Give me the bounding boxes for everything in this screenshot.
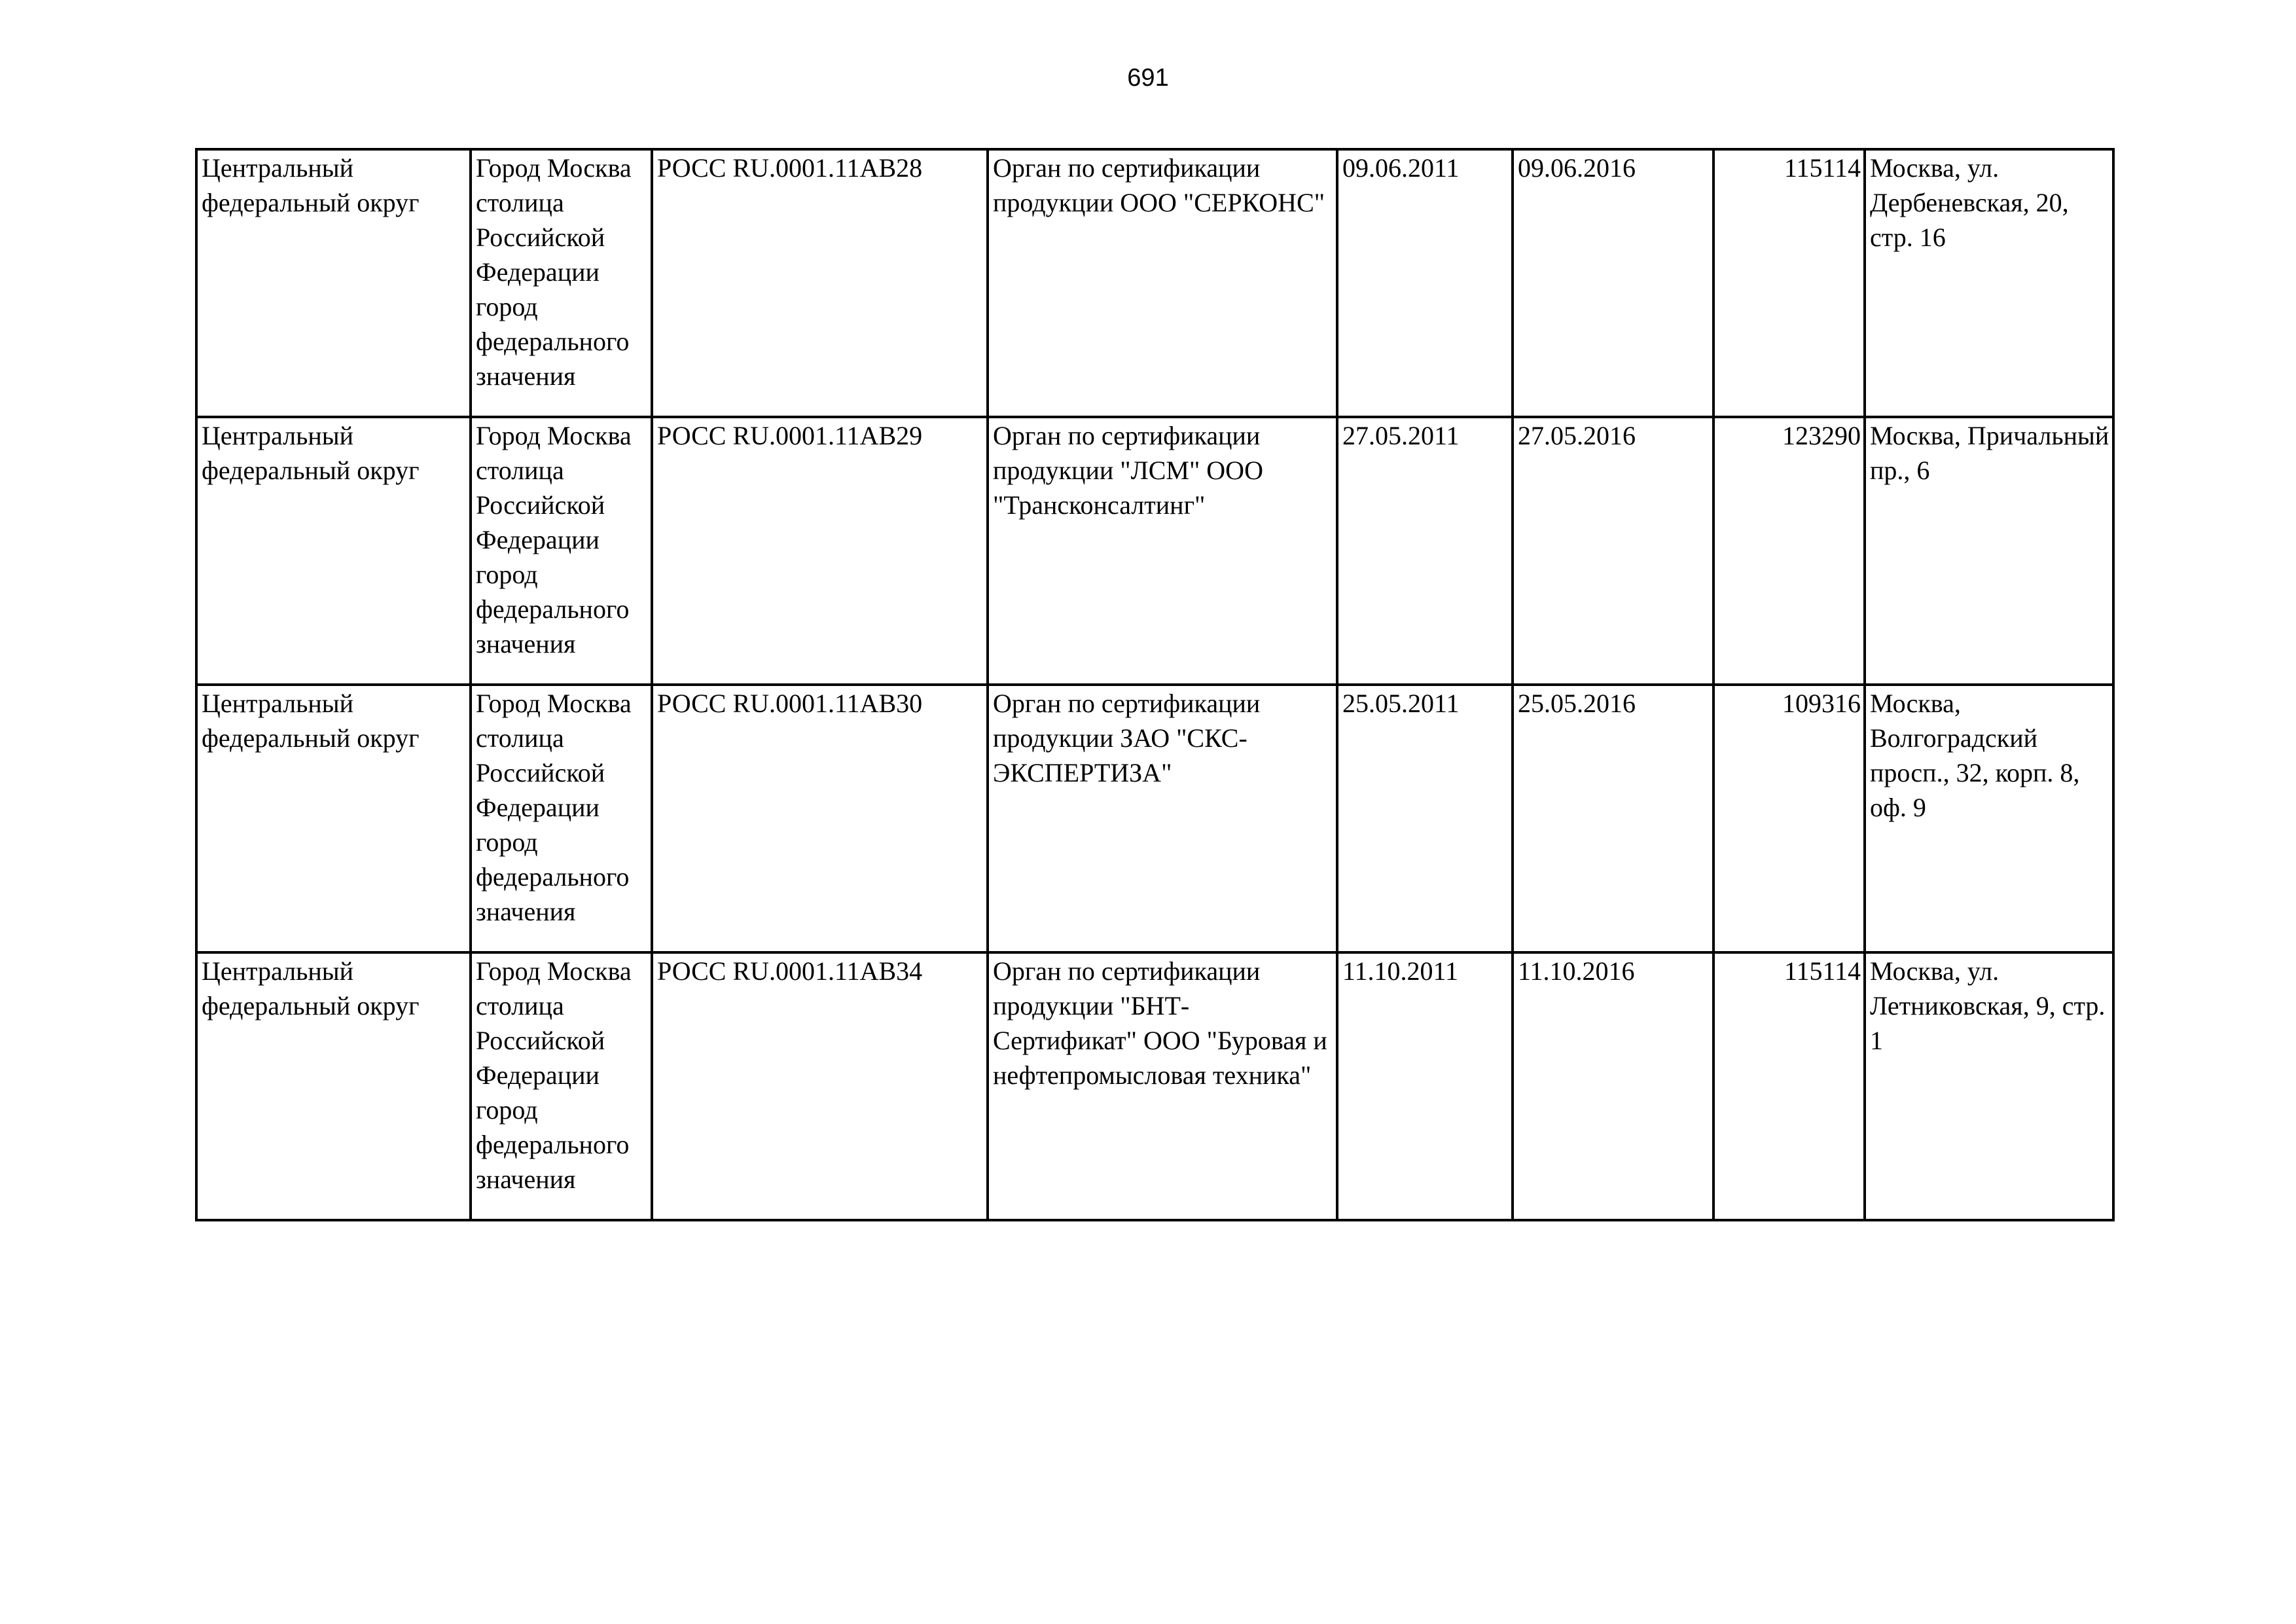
address-cell: Москва, Волгоградский просп., 32, корп. 8, оф. 9	[1865, 685, 2113, 952]
certificate-cell: РОСС RU.0001.11АВ30	[652, 685, 988, 952]
certificate-cell: РОСС RU.0001.11АВ34	[652, 952, 988, 1220]
district-cell: Центральный федеральный округ	[196, 149, 471, 417]
postcode-cell: 109316	[1713, 685, 1865, 952]
region-cell: Город Москва столица Российской Федерации город федерального значения	[471, 685, 652, 952]
table-body	[196, 149, 2113, 1220]
certification-bodies-table	[195, 148, 2115, 1221]
table-row	[196, 685, 2113, 952]
certificate-cell: РОСС RU.0001.11АВ28	[652, 149, 988, 417]
certificate-cell: РОСС RU.0001.11АВ29	[652, 417, 988, 685]
date-start-cell: 25.05.2011	[1337, 685, 1513, 952]
page-number: 691	[1127, 64, 1169, 92]
address-cell: Москва, ул. Летниковская, 9, стр. 1	[1865, 952, 2113, 1220]
organization-cell: Орган по сертификации продукции "БНТ-Сертификат" ООО "Буровая и нефтепромысловая техника"	[988, 952, 1337, 1220]
address-cell: Москва, Причальный пр., 6	[1865, 417, 2113, 685]
organization-cell: Орган по сертификации продукции ЗАО "СКС-ЭКСПЕРТИЗА"	[988, 685, 1337, 952]
district-cell: Центральный федеральный округ	[196, 417, 471, 685]
district-cell: Центральный федеральный округ	[196, 952, 471, 1220]
address-cell: Москва, ул. Дербеневская, 20, стр. 16	[1865, 149, 2113, 417]
organization-cell: Орган по сертификации продукции ООО "СЕРКОНС"	[988, 149, 1337, 417]
table-row	[196, 149, 2113, 417]
region-cell: Город Москва столица Российской Федерации город федерального значения	[471, 417, 652, 685]
date-start-cell: 09.06.2011	[1337, 149, 1513, 417]
date-end-cell: 27.05.2016	[1513, 417, 1713, 685]
district-cell: Центральный федеральный округ	[196, 685, 471, 952]
region-cell: Город Москва столица Российской Федерации город федерального значения	[471, 952, 652, 1220]
postcode-cell: 115114	[1713, 952, 1865, 1220]
table-row	[196, 417, 2113, 685]
date-end-cell: 09.06.2016	[1513, 149, 1713, 417]
postcode-cell: 115114	[1713, 149, 1865, 417]
postcode-cell: 123290	[1713, 417, 1865, 685]
date-start-cell: 27.05.2011	[1337, 417, 1513, 685]
date-end-cell: 11.10.2016	[1513, 952, 1713, 1220]
region-cell: Город Москва столица Российской Федерации город федерального значения	[471, 149, 652, 417]
organization-cell: Орган по сертификации продукции "ЛСМ" ООО "Трансконсалтинг"	[988, 417, 1337, 685]
table-row	[196, 952, 2113, 1220]
date-start-cell: 11.10.2011	[1337, 952, 1513, 1220]
date-end-cell: 25.05.2016	[1513, 685, 1713, 952]
